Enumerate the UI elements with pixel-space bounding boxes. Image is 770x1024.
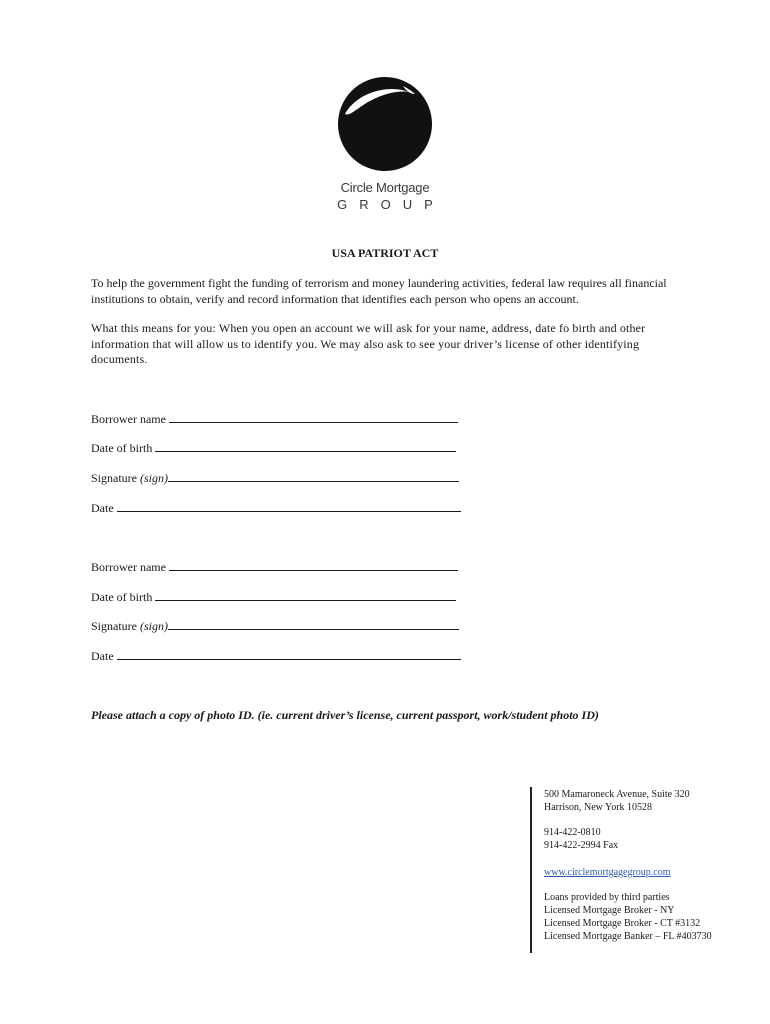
date-of-birth-label: Date of birth	[91, 590, 153, 604]
signature-hint: (sign)	[140, 471, 168, 485]
borrower1-date-field[interactable]	[91, 500, 461, 516]
signature-line[interactable]	[168, 470, 459, 482]
website-link[interactable]: www.circlemortgagegroup.com	[544, 867, 671, 878]
borrower-name-label: Borrower name	[91, 412, 166, 426]
borrower2-date-field[interactable]	[91, 648, 461, 664]
third-party-loans-note: Loans provided by third parties	[544, 892, 670, 903]
website-link-wrap	[544, 866, 671, 879]
explanation-paragraph: What this means for you: When you open an account we will ask for your name, address, date fo birth and other information that will allow us to identify you. We may also ask to see your driver’s license of other identifying documents.	[91, 321, 646, 366]
address-line-2: Harrison, New York 10528	[544, 802, 653, 813]
photo-id-note: Please attach a copy of photo ID. (ie. current driver’s license, current passport, work/student photo ID)	[91, 708, 599, 722]
license-ct: Licensed Mortgage Broker - CT #3132	[544, 918, 701, 929]
date-label: Date	[91, 501, 114, 515]
contact-divider	[530, 787, 532, 953]
address-line-1: 500 Mamaroneck Avenue, Suite 320	[544, 789, 690, 800]
license-fl: Licensed Mortgage Banker – FL #403730	[544, 931, 712, 942]
phone-number: 914-422-0810	[544, 827, 601, 838]
borrower1-dob-field[interactable]	[91, 440, 456, 456]
signature-label: Signature	[91, 619, 137, 633]
borrower1-signature-field[interactable]	[91, 470, 459, 486]
date-line[interactable]	[117, 648, 461, 660]
borrower-name-line[interactable]	[169, 411, 458, 423]
borrower-name-label: Borrower name	[91, 560, 166, 574]
circle-mortgage-logo	[337, 76, 433, 172]
license-ny: Licensed Mortgage Broker - NY	[544, 905, 675, 916]
brand-subtitle: GROUP	[337, 197, 445, 212]
date-label: Date	[91, 649, 114, 663]
fax-number: 914-422-2994 Fax	[544, 840, 619, 851]
date-of-birth-line[interactable]	[155, 440, 456, 452]
date-of-birth-line[interactable]	[155, 589, 456, 601]
borrower2-signature-field[interactable]	[91, 618, 459, 634]
borrower1-name-field[interactable]	[91, 411, 458, 427]
date-of-birth-label: Date of birth	[91, 441, 153, 455]
brand-name: Circle Mortgage	[340, 180, 430, 195]
signature-label: Signature	[91, 471, 137, 485]
borrower-name-line[interactable]	[169, 559, 458, 571]
signature-hint: (sign)	[140, 619, 168, 633]
borrower2-name-field[interactable]	[91, 559, 458, 575]
intro-paragraph: To help the government fight the funding of terrorism and money laundering activities, federal law requires all financial institutions to obtain, verify and record information that identifies each person who opens an account.	[91, 276, 667, 306]
borrower2-dob-field[interactable]	[91, 589, 456, 605]
date-line[interactable]	[117, 500, 461, 512]
document-title: USA PATRIOT ACT	[331, 246, 439, 260]
signature-line[interactable]	[168, 618, 459, 630]
